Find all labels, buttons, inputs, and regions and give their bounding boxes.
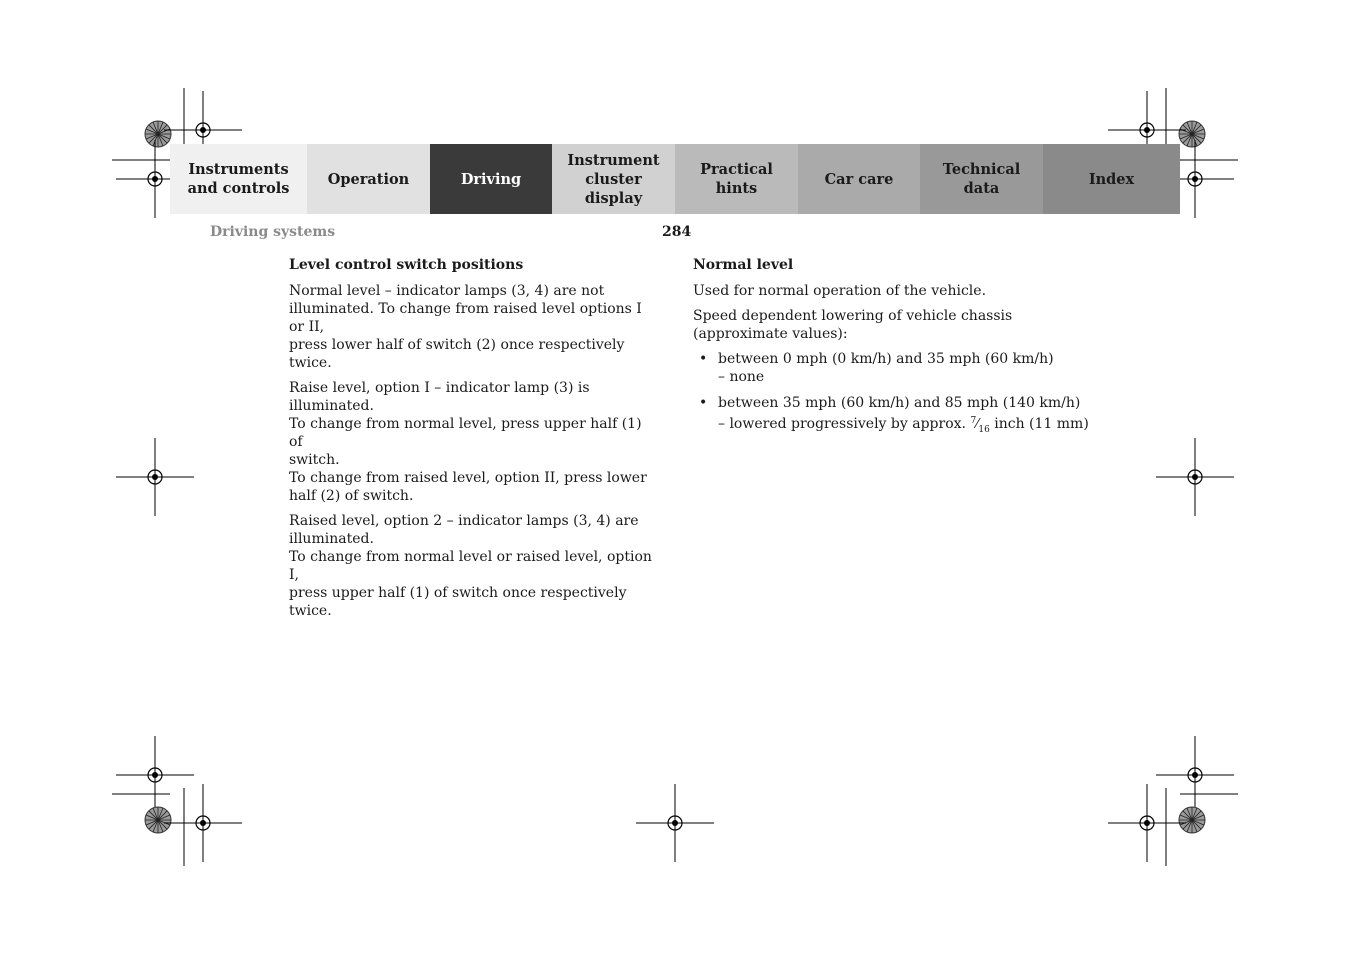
text-line: Speed dependent lowering of vehicle chassis [693, 308, 1013, 324]
tab-label-line1: Instruments [188, 161, 289, 178]
tab-label: Driving [460, 170, 522, 188]
paragraph-raise-level-option-1 [289, 379, 659, 505]
text-line: between 0 mph (0 km/h) and 35 mph (60 km/h) [718, 351, 1054, 367]
text-line: To change from normal level or raised level, option I, [289, 549, 652, 583]
fraction-slash: ⁄ [976, 417, 979, 432]
left-heading: Level control switch positions [289, 257, 524, 273]
tab-operation[interactable] [307, 144, 430, 214]
list-item [693, 394, 1093, 439]
text-line: Raise level, option I – indicator lamp (3) is illuminated. [289, 380, 590, 414]
tab-practical-hints[interactable] [675, 144, 798, 214]
text-line: Raised level, option 2 – indicator lamps (3, 4) are [289, 513, 639, 529]
speed-list [693, 350, 1093, 439]
tab-label-line1: Technical [942, 161, 1021, 178]
text-line: To change from raised level, option II, press lower [289, 470, 647, 486]
text-line: between 35 mph (60 km/h) and 85 mph (140 km/h) [718, 395, 1081, 411]
text-line: switch. [289, 452, 340, 468]
tab-label: Practical hints [700, 161, 773, 197]
left-column [289, 256, 659, 627]
text-line: – lowered progressively by approx. [718, 416, 971, 432]
paragraph-normal-operation: Used for normal operation of the vehicle. [693, 283, 987, 299]
tab-instrument-cluster-display[interactable] [552, 144, 675, 214]
tab-label: Operation [327, 170, 410, 188]
fraction-numerator: 7 [970, 416, 977, 426]
text-line: half (2) of switch. [289, 488, 414, 504]
right-heading: Normal level [693, 257, 794, 273]
text-line: inch (11 mm) [989, 416, 1089, 432]
text-line: press lower half of switch (2) once respectively twice. [289, 337, 625, 371]
text-line: illuminated. To change from raised level options I or II, [289, 301, 642, 335]
paragraph-raised-level-option-2 [289, 512, 659, 620]
section-tabs [170, 144, 1180, 214]
text-line: – none [718, 369, 765, 385]
tab-car-care[interactable] [798, 144, 920, 214]
tab-technical-data[interactable] [920, 144, 1043, 214]
tab-label: Car care [824, 170, 894, 188]
page-number: 284 [662, 224, 692, 240]
tab-label-line1: Instrument [567, 151, 660, 169]
tab-instruments-and-controls[interactable] [170, 144, 307, 214]
section-title: Driving systems [210, 224, 336, 240]
tab-label-line2: and controls [187, 180, 290, 197]
tab-label: Index [1088, 170, 1135, 188]
text-line: illuminated. [289, 531, 374, 547]
tab-index[interactable] [1043, 144, 1180, 214]
text-line: (approximate values): [693, 326, 848, 342]
right-column [693, 256, 1093, 447]
bullet-icon: • [699, 395, 708, 411]
paragraph-speed-lowering [693, 307, 1093, 343]
list-item [693, 350, 1093, 386]
tab-driving[interactable] [430, 144, 552, 214]
bullet-icon: • [699, 351, 708, 367]
fraction-denominator: 16 [978, 425, 990, 435]
tab-label-line2: data [963, 180, 1000, 197]
text-line: press upper half (1) of switch once respectively twice. [289, 585, 627, 619]
text-line: To change from normal level, press upper half (1) of [289, 416, 642, 450]
text-line: Normal level – indicator lamps (3, 4) are not [289, 283, 605, 299]
paragraph-normal-level [289, 282, 659, 372]
tab-label-line2: cluster display [584, 170, 643, 207]
